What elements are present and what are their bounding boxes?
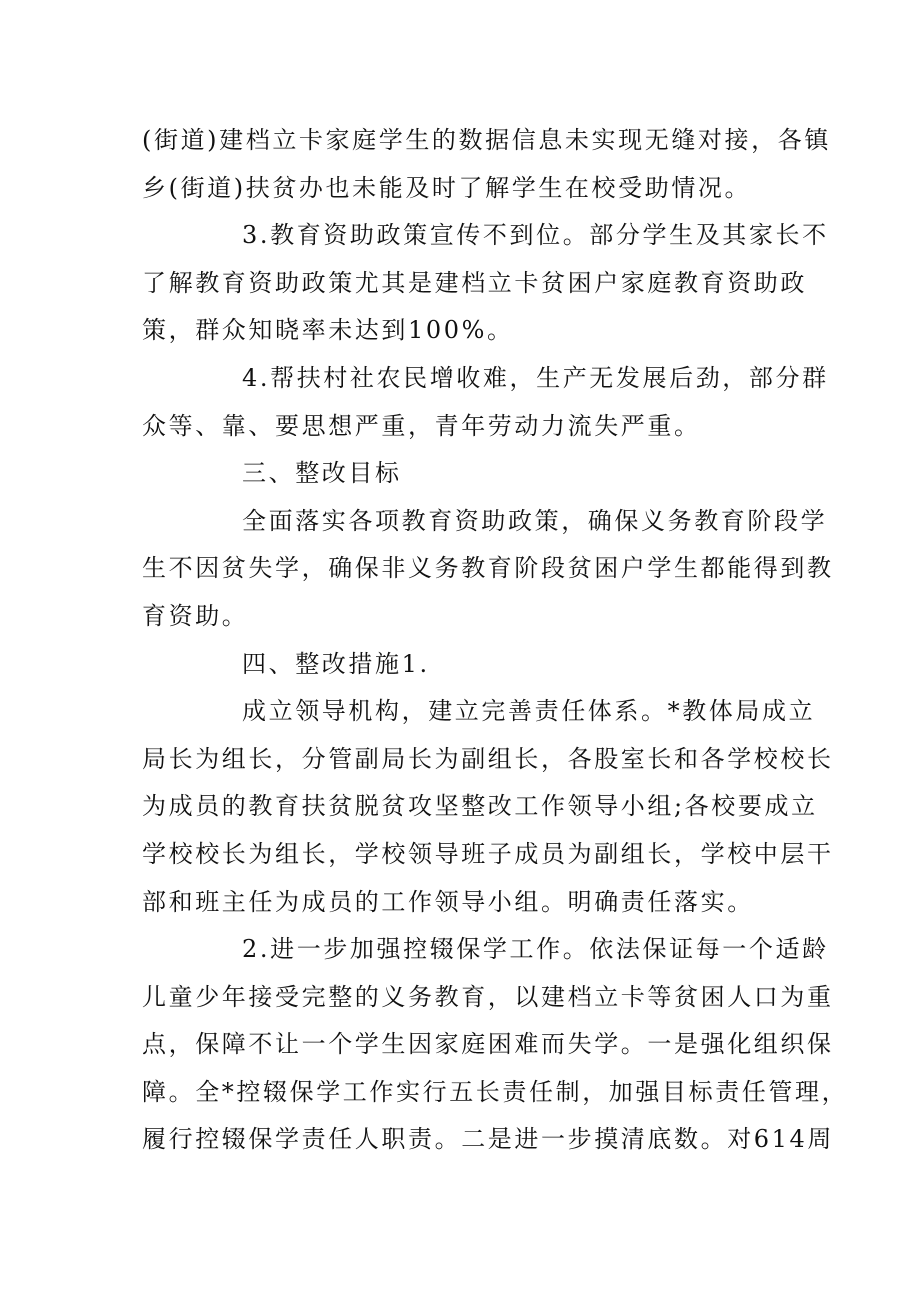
text-line: 履行控辍保学责任人职责。二是进一步摸清底数。对614周 bbox=[142, 1125, 835, 1154]
text-line: 为成员的教育扶贫脱贫攻坚整改工作领导小组;各校要成立 bbox=[142, 792, 818, 821]
document-body bbox=[142, 117, 849, 1164]
text-line: 4.帮扶村社农民增收难，生产无发展后劲，部分群 bbox=[242, 363, 829, 392]
text-line: 成立领导机构，建立完善责任体系。*教体局成立 bbox=[242, 697, 816, 726]
text-line: 学校校长为组长，学校领导班子成员为副组长，学校中层干 bbox=[142, 839, 834, 868]
text-line: (街道)建档立卡家庭学生的数据信息未实现无缝对接，各镇 bbox=[142, 126, 831, 154]
text-line: 全面落实各项教育资助政策，确保义务教育阶段学 bbox=[242, 506, 828, 535]
text-line: 3.教育资助政策宣传不到位。部分学生及其家长不 bbox=[242, 221, 829, 250]
text-line: 策，群众知晓率未达到100%。 bbox=[142, 316, 514, 345]
text-line: 四、整改措施1. bbox=[242, 649, 430, 678]
text-line: 生不因贫失学，确保非义务教育阶段贫困户学生都能得到教 bbox=[142, 554, 834, 583]
text-line: 育资助。 bbox=[142, 601, 249, 630]
text-line: 障。全*控辍保学工作实行五长责任制，加强目标责任管理， bbox=[142, 1077, 849, 1106]
text-line: 儿童少年接受完整的义务教育，以建档立卡等贫困人口为重 bbox=[142, 982, 834, 1011]
text-line: 众等、靠、要思想严重，青年劳动力流失严重。 bbox=[142, 411, 701, 440]
text-line: 三、整改目标 bbox=[242, 459, 402, 488]
text-line: 2.进一步加强控辍保学工作。依法保证每一个适龄 bbox=[242, 935, 829, 964]
text-line: 乡(街道)扶贫办也未能及时了解学生在校受助情况。 bbox=[142, 173, 752, 202]
text-line: 点，保障不让一个学生因家庭困难而失学。一是强化组织保 bbox=[142, 1030, 834, 1059]
text-line: 局长为组长，分管副局长为副组长，各股室长和各学校校长 bbox=[142, 744, 834, 773]
text-line: 了解教育资助政策尤其是建档立卡贫困户家庭教育资助政 bbox=[142, 268, 807, 297]
text-line: 部和班主任为成员的工作领导小组。明确责任落实。 bbox=[142, 887, 754, 916]
